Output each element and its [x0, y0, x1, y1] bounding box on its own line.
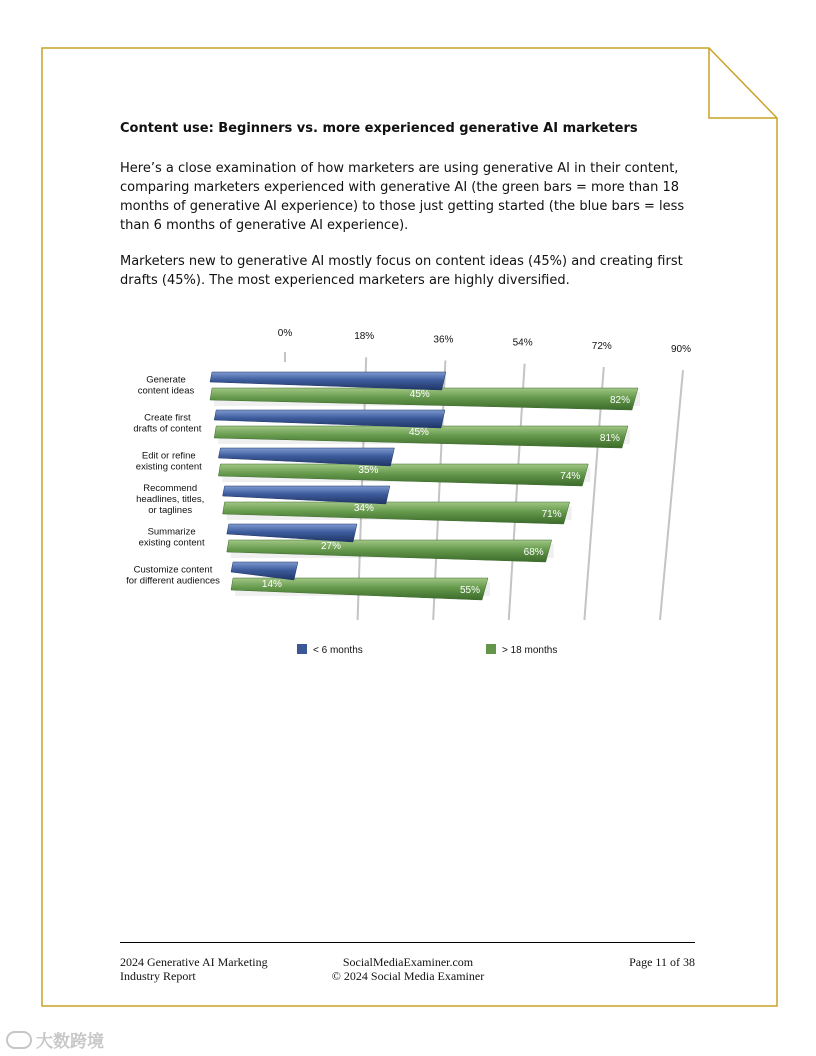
data-label-lt-6-months: 45%	[409, 389, 430, 400]
x-tick-label: 0%	[277, 328, 293, 339]
category-label: existing content	[138, 537, 205, 549]
x-tick-label: 54%	[512, 337, 533, 349]
summary-paragraph: Marketers new to generative AI mostly focus on content ideas (45%) and creating first drafts (45%). The most experienced marketers are highly diversified.	[120, 254, 683, 288]
legend-swatch	[486, 644, 496, 654]
category-label: Summarize	[147, 526, 196, 538]
data-label-lt-6-months: 45%	[408, 427, 429, 438]
footer-copyright: © 2024 Social Media Examiner	[331, 969, 485, 983]
category-label: Create first	[144, 412, 191, 424]
category-label: content ideas	[137, 385, 195, 397]
intro-paragraph: Here’s a close examination of how marketers are using generative AI in their content, comparing marketers experienced with generative AI (the green bars = more than 18 months of generative AI experience) to those just getting started (the blue bars = less than 6 months of generative AI experience).	[120, 161, 685, 233]
legend-label: < 6 months	[313, 645, 363, 656]
bar-gt-18-months	[227, 540, 552, 562]
category-label: headlines, titles,	[136, 494, 205, 505]
footer-report-title	[120, 955, 300, 983]
footer-publisher	[300, 955, 516, 983]
data-label-gt-18-months: 82%	[609, 395, 630, 406]
page-number: Page 11 of 38	[629, 955, 695, 969]
bar-gt-18-months	[218, 464, 588, 486]
x-tick-label: 90%	[670, 344, 692, 356]
watermark-text: 大数跨境	[36, 1032, 104, 1052]
x-tick-label: 18%	[354, 331, 375, 343]
data-label-gt-18-months: 55%	[459, 585, 480, 596]
data-label-gt-18-months: 74%	[560, 471, 581, 482]
data-label-lt-6-months: 34%	[353, 503, 374, 514]
bar-gt-18-months	[223, 502, 570, 524]
bar-lt-6-months	[218, 448, 394, 466]
bar-lt-6-months	[227, 524, 357, 542]
x-tick-label: 36%	[433, 334, 454, 346]
bar-lt-6-months	[231, 562, 298, 580]
bar-lt-6-months	[214, 410, 445, 428]
data-label-gt-18-months: 68%	[523, 547, 544, 558]
data-label-lt-6-months: 14%	[261, 579, 282, 590]
category-label: Edit or refine	[141, 450, 196, 462]
footer-rule	[120, 942, 695, 943]
category-label: Customize content	[133, 564, 213, 576]
x-tick-label: 72%	[591, 340, 612, 352]
bar-lt-6-months	[223, 486, 390, 504]
category-label: drafts of content	[133, 423, 202, 435]
data-label-gt-18-months: 71%	[541, 509, 562, 520]
section-heading: Content use: Beginners vs. more experienced generative AI marketers	[120, 121, 638, 136]
bar-chart	[0, 320, 816, 670]
footer-report-title-line: Industry Report	[120, 969, 196, 983]
category-label: existing content	[135, 461, 202, 473]
watermark	[6, 1027, 104, 1052]
bar-lt-6-months	[210, 372, 446, 390]
data-label-lt-6-months: 27%	[320, 541, 342, 552]
data-label-gt-18-months: 81%	[599, 433, 620, 444]
category-label: Generate	[146, 374, 186, 386]
data-label-lt-6-months: 35%	[358, 465, 379, 476]
gridline	[660, 370, 683, 620]
legend-label: > 18 months	[502, 645, 558, 656]
watermark-logo-icon	[6, 1031, 32, 1049]
category-label: or taglines	[148, 505, 193, 516]
footer-report-title-line: 2024 Generative AI Marketing	[120, 955, 268, 969]
category-label: for different audiences	[126, 575, 220, 587]
category-label: Recommend	[143, 483, 198, 494]
footer-website: SocialMediaExaminer.com	[342, 955, 474, 969]
legend-swatch	[297, 644, 307, 654]
